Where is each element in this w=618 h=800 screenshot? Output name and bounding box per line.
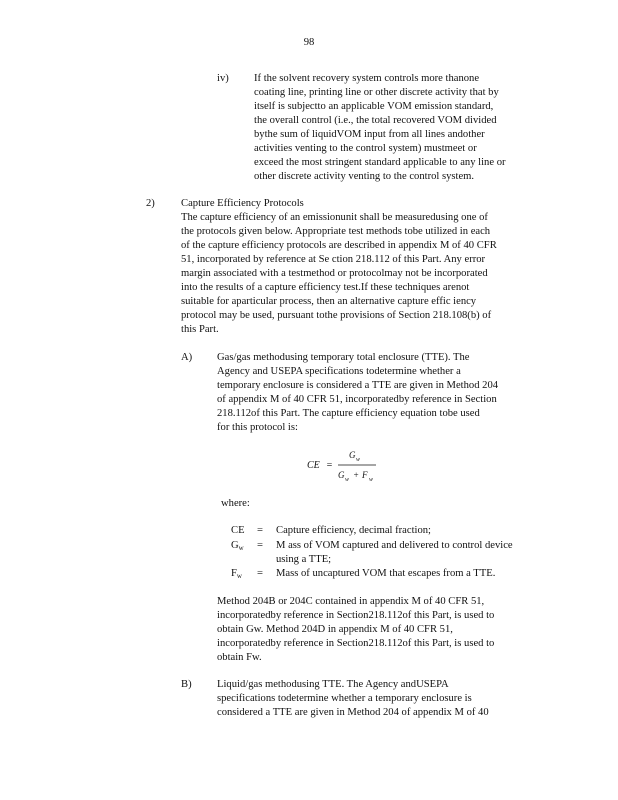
text-line: Capture efficiency, decimal fraction; [276,525,432,536]
equation-svg [300,448,390,488]
text-line: Mass of uncaptured VOM that escapes from a TTE. [276,568,496,579]
text-line: into the results of a capture efficiency test.If these techniques arenot [181,282,470,293]
symbol-text: F [231,568,237,579]
equation-denominator-g: G [338,470,345,480]
text-line: using a TTE; [276,554,332,565]
capture-efficiency-equation [0,448,618,488]
section-2-label: 2) [146,198,155,209]
text-line: incorporatedby reference in Section218.112of this Part, is used to [217,610,495,621]
item-a-label: A) [181,352,193,363]
definition-equals: = [257,568,263,579]
text-line: considered a TTE are given in Method 204 of appendix M of 40 [217,707,489,718]
symbol-text: G [231,540,239,551]
text-line: obtain Gw. Method 204D in appendix M of 40 CFR 51, [217,624,453,635]
text-line: this Part. [181,324,219,335]
text-line: M ass of VOM captured and delivered to control device [276,540,513,551]
definition-symbol [231,539,244,555]
text-line: of appendix M of 40 CFR 51, incorporatedby reference in Section [217,394,497,405]
text-line: suitable for aparticular process, then an alternative capture effic iency [181,296,477,307]
text-line: protocol may be used, pursuant tothe provisions of Section 218.108(b) of [181,310,492,321]
definition-text [276,567,495,581]
text-line: bythe sum of liquidVOM input from all lines andother [254,129,485,140]
item-b-text [217,678,489,720]
text-line: activities venting to the control system) mustmeet or [254,143,477,154]
text-line: itself is subjectto an applicable VOM emission standard, [254,101,494,112]
method-paragraph [217,595,494,665]
equation-denominator-g-sub: w [345,477,350,483]
text-line: The capture efficiency of an emissionunit shall be measuredusing one of [181,212,488,223]
text-line: 218.112of this Part. The capture efficiency equation tobe used [217,408,480,419]
text-line: obtain Fw. [217,652,262,663]
text-line: the protocols given below. Appropriate test methods tobe utilized in each [181,226,491,237]
item-iv-label: iv) [217,73,229,84]
text-line: If the solvent recovery system controls more thanone [254,73,480,84]
page-number: 98 [303,37,315,48]
definition-symbol [231,567,242,583]
symbol-subscript: w [236,572,242,580]
text-line: 51, incorporated by reference at Se ction 218.112 of this Part. Any error [181,254,486,265]
symbol-text: CE [231,525,245,536]
section-heading: Capture Efficiency Protocols [181,198,304,209]
equation-plus: + [353,470,360,480]
text-line: temporary enclosure is considered a TTE are given in Method 204 [217,380,499,391]
where-label: where: [221,498,250,509]
text-line: exceed the most stringent standard applicable to any line or [254,157,506,168]
section-2-text [181,197,497,337]
text-line: incorporatedby reference in Section218.112of this Part, is used to [217,638,495,649]
item-a-text [217,351,498,435]
item-iv-text [254,72,506,184]
text-line: the overall control (i.e., the total recovered VOM divided [254,115,497,126]
text-line: margin associated with a testmethod or protocolmay not be incorporated [181,268,488,279]
equation-numerator-sub: w [356,457,361,463]
text-line: Gas/gas methodusing temporary total enclosure (TTE). The [217,352,470,363]
definition-equals: = [257,540,263,551]
text-line: other discrete activity venting to the control system. [254,171,475,182]
text-line: coating line, printing line or other discrete activity that by [254,87,499,98]
definition-symbol [231,524,245,538]
text-line: of the capture efficiency protocols are described in appendix M of 40 CFR [181,240,497,251]
text-line: Method 204B or 204C contained in appendix M of 40 CFR 51, [217,596,485,607]
text-line: for this protocol is: [217,422,298,433]
text-line: Liquid/gas methodusing TTE. The Agency andUSEPA [217,679,449,690]
equation-numerator: G [349,450,356,460]
equation-denominator-f: F [362,470,368,480]
equation-equals: = [326,460,333,471]
symbol-subscript: w [238,544,244,552]
definition-text [276,524,431,538]
equation-denominator-f-sub: w [369,477,374,483]
definition-text [276,539,513,567]
item-b-label: B) [181,679,192,690]
text-line: Agency and USEPA specifications todetermine whether a [217,366,461,377]
text-line: specifications todetermine whether a temporary enclosure is [217,693,472,704]
equation-lhs: CE [307,460,320,471]
definition-equals: = [257,525,263,536]
